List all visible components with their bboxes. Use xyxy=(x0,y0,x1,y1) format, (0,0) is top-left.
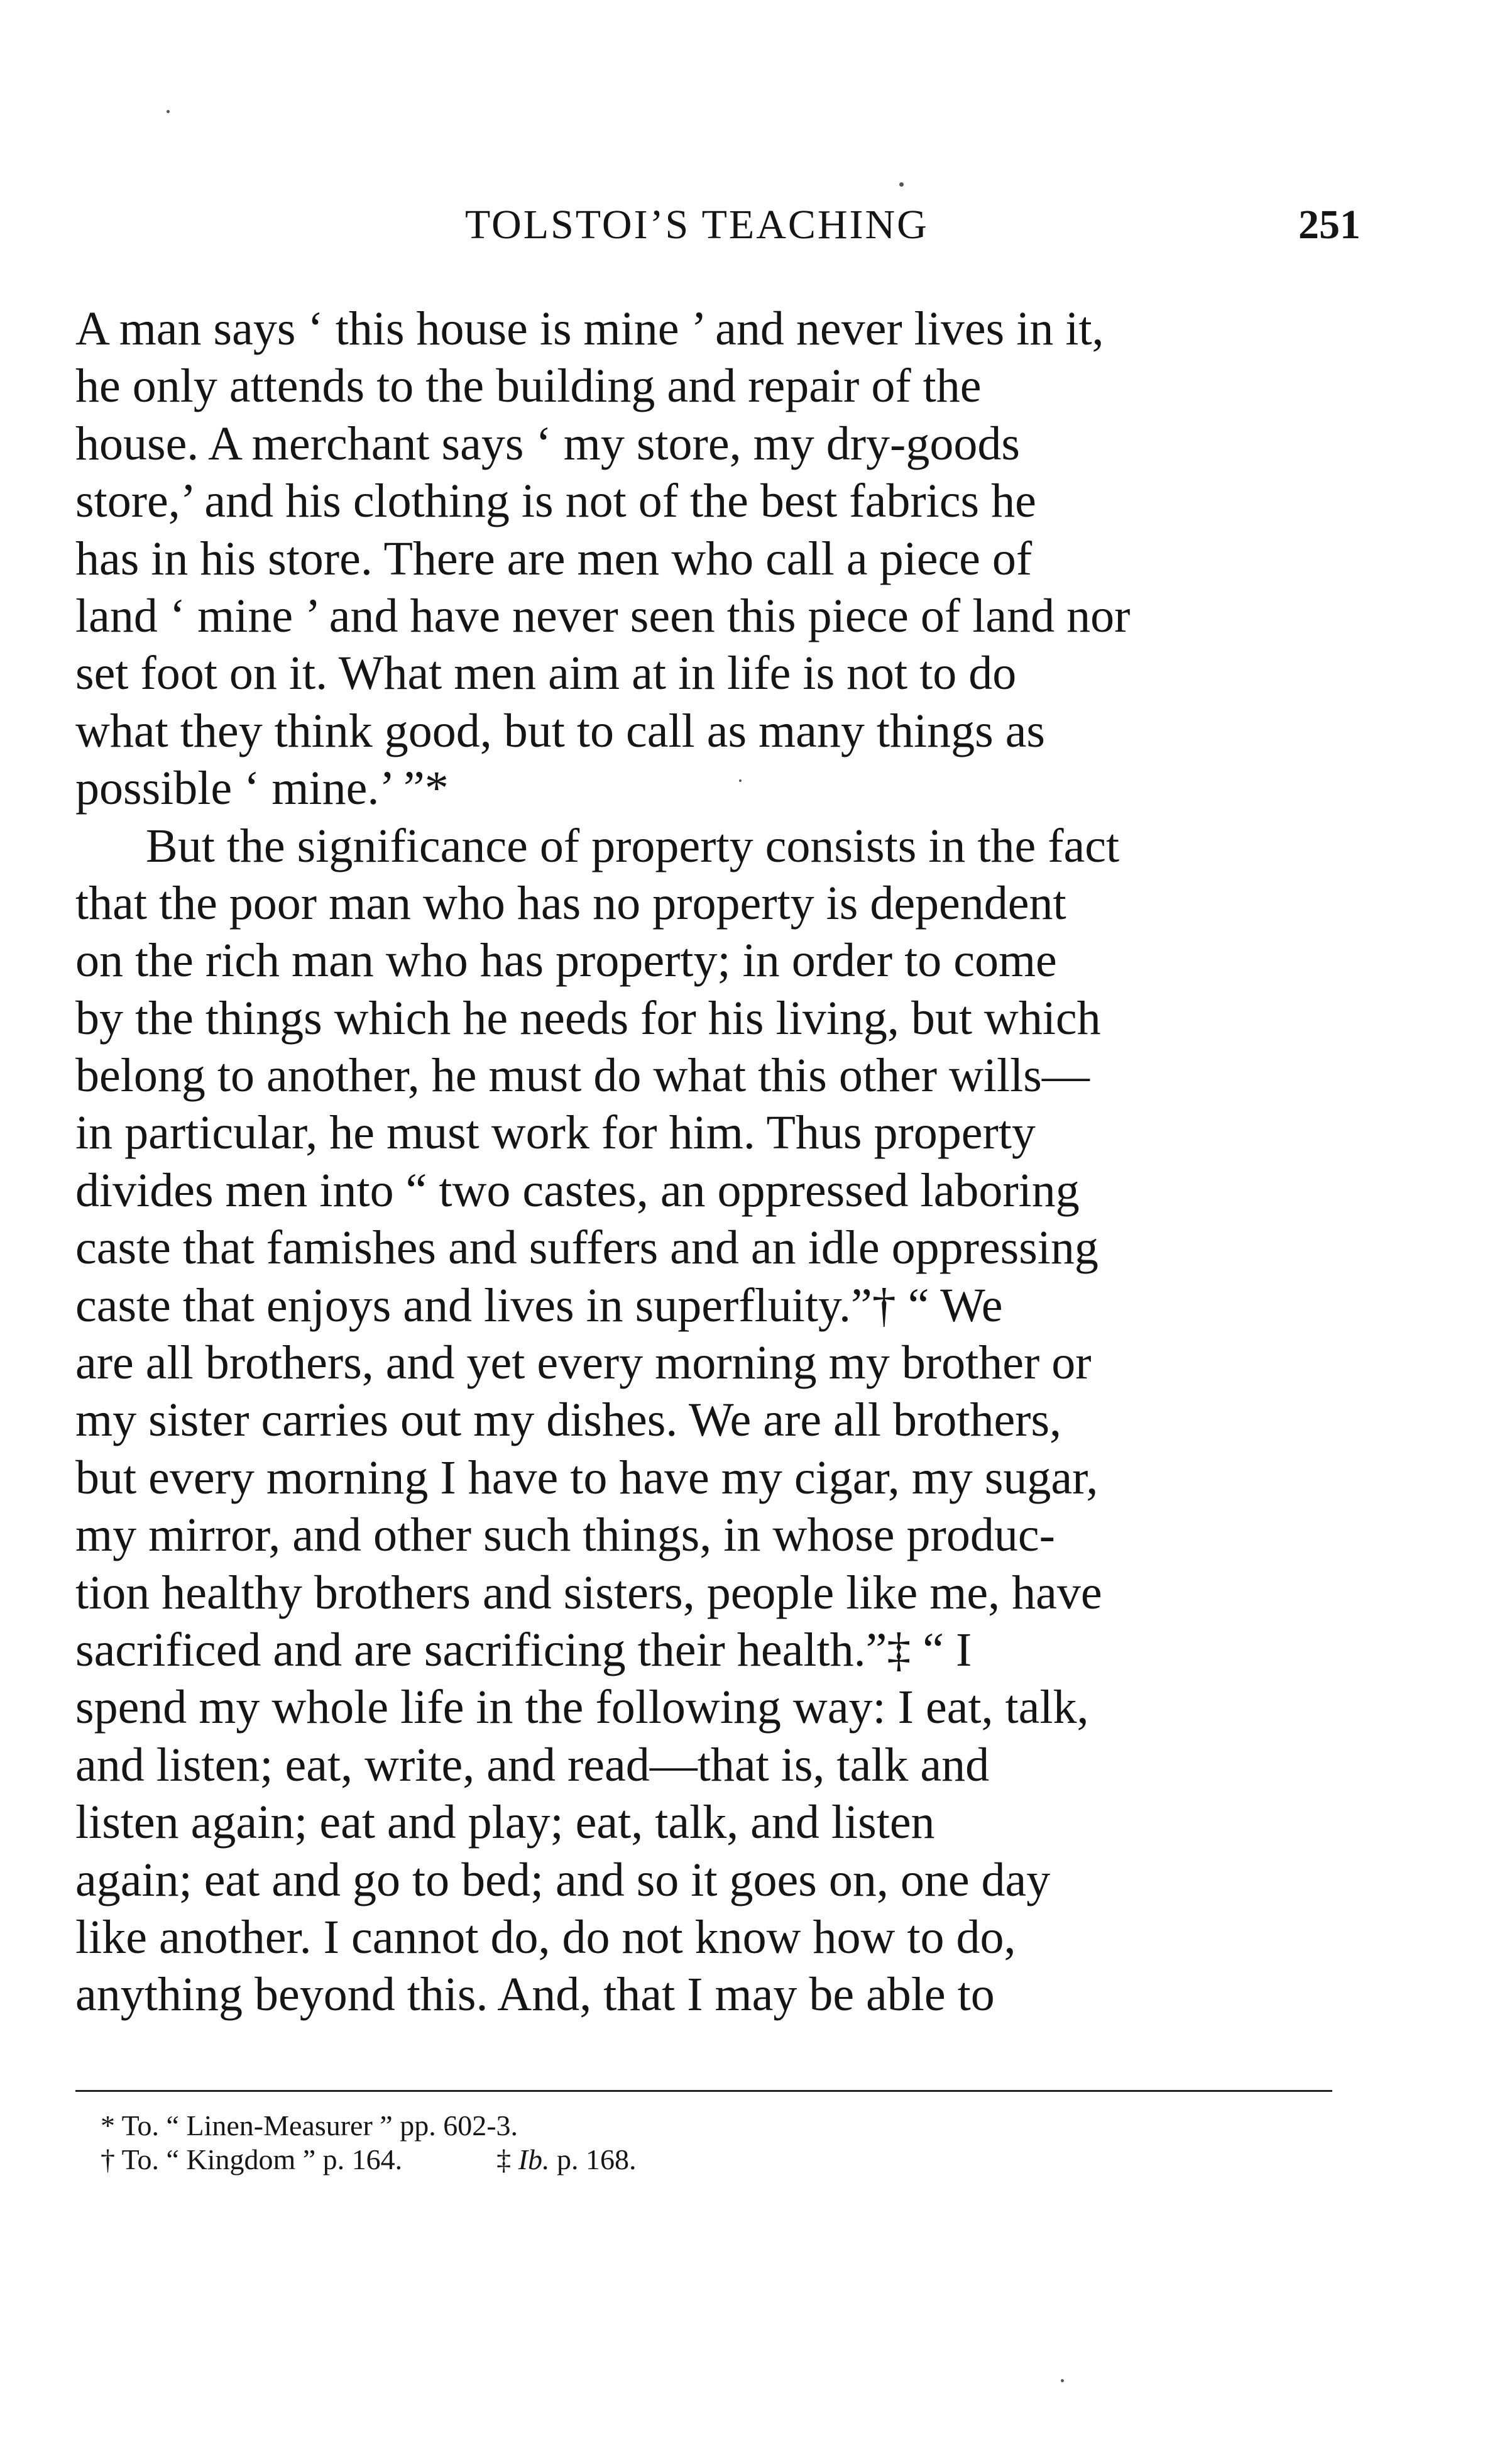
text-line: like another. I cannot do, do not know how to do, xyxy=(75,1910,1016,1964)
text-line: store,’ and his clothing is not of the best fabrics he xyxy=(75,475,1036,528)
body-text xyxy=(75,300,1361,2024)
text-line: tion healthy brothers and sisters, people like me, have xyxy=(75,1566,1102,1619)
footnote-3-page: p. 168. xyxy=(557,2143,637,2175)
page-number: 251 xyxy=(1298,202,1361,248)
text-line: set foot on it. What men aim at in life is not to do xyxy=(75,647,1017,700)
text-line: my sister carries out my dishes. We are all brothers, xyxy=(75,1394,1062,1447)
text-line: possible ‘ mine.’ ”* xyxy=(75,762,449,815)
footnotes xyxy=(101,2109,1295,2177)
text-line: he only attends to the building and repair of the xyxy=(75,360,982,413)
text-line: in particular, he must work for him. Thus property xyxy=(75,1106,1036,1160)
text-line: belong to another, he must do what this other wills— xyxy=(75,1049,1090,1103)
text-line: house. A merchant says ‘ my store, my dry-goods xyxy=(75,417,1020,470)
footnote-2: † To. “ Kingdom ” p. 164. xyxy=(101,2143,403,2175)
running-title: TOLSTOI’S TEACHING xyxy=(465,202,929,248)
paper-speck xyxy=(167,110,170,113)
text-line: and listen; eat, write, and read—that is, talk and xyxy=(75,1738,990,1791)
footnote-line-2 xyxy=(101,2143,1295,2177)
text-line: what they think good, but to call as many things as xyxy=(75,704,1046,757)
text-line: A man says ‘ this house is mine ’ and never lives in it, xyxy=(75,302,1104,355)
text-line: has in his store. There are men who call a piece of xyxy=(75,532,1033,585)
text-line: again; eat and go to bed; and so it goes on, one day xyxy=(75,1853,1051,1906)
text-line: caste that enjoys and lives in superfluity.”† “ We xyxy=(75,1278,1003,1332)
text-line: divides men into “ two castes, an oppressed laboring xyxy=(75,1163,1080,1217)
text-line: spend my whole life in the following way: I eat, talk, xyxy=(75,1681,1089,1734)
text-line: listen again; eat and play; eat, talk, and listen xyxy=(75,1796,935,1849)
running-head xyxy=(75,200,1361,250)
paper-speck xyxy=(739,779,742,782)
text-line: but every morning I have to have my cigar, my sugar, xyxy=(75,1451,1098,1504)
footnote-3-ibid: Ib. xyxy=(518,2143,550,2175)
paper-speck xyxy=(899,182,904,187)
footnote-1: * To. “ Linen-Measurer ” pp. 602-3. xyxy=(101,2109,518,2142)
text-line: on the rich man who has property; in order to come xyxy=(75,934,1057,987)
text-line: caste that famishes and suffers and an idle oppressing xyxy=(75,1221,1098,1275)
paper-speck xyxy=(1061,2379,1064,2382)
footnote-3-mark: ‡ xyxy=(496,2143,512,2175)
text-line: my mirror, and other such things, in whose produc- xyxy=(75,1509,1055,1562)
text-line: anything beyond this. And, that I may be able to xyxy=(75,1968,995,2021)
text-line: that the poor man who has no property is dependent xyxy=(75,876,1066,930)
text-line: are all brothers, and yet every morning my brother or xyxy=(75,1336,1092,1390)
text-line: land ‘ mine ’ and have never seen this piece of land nor xyxy=(75,589,1131,642)
text-line: by the things which he needs for his living, but which xyxy=(75,991,1101,1045)
paragraph-start-line: But the significance of property consists in the fact xyxy=(146,819,1120,872)
text-line: sacrificed and are sacrificing their health.”‡ “ I xyxy=(75,1623,972,1676)
footnote-rule xyxy=(75,2090,1332,2092)
